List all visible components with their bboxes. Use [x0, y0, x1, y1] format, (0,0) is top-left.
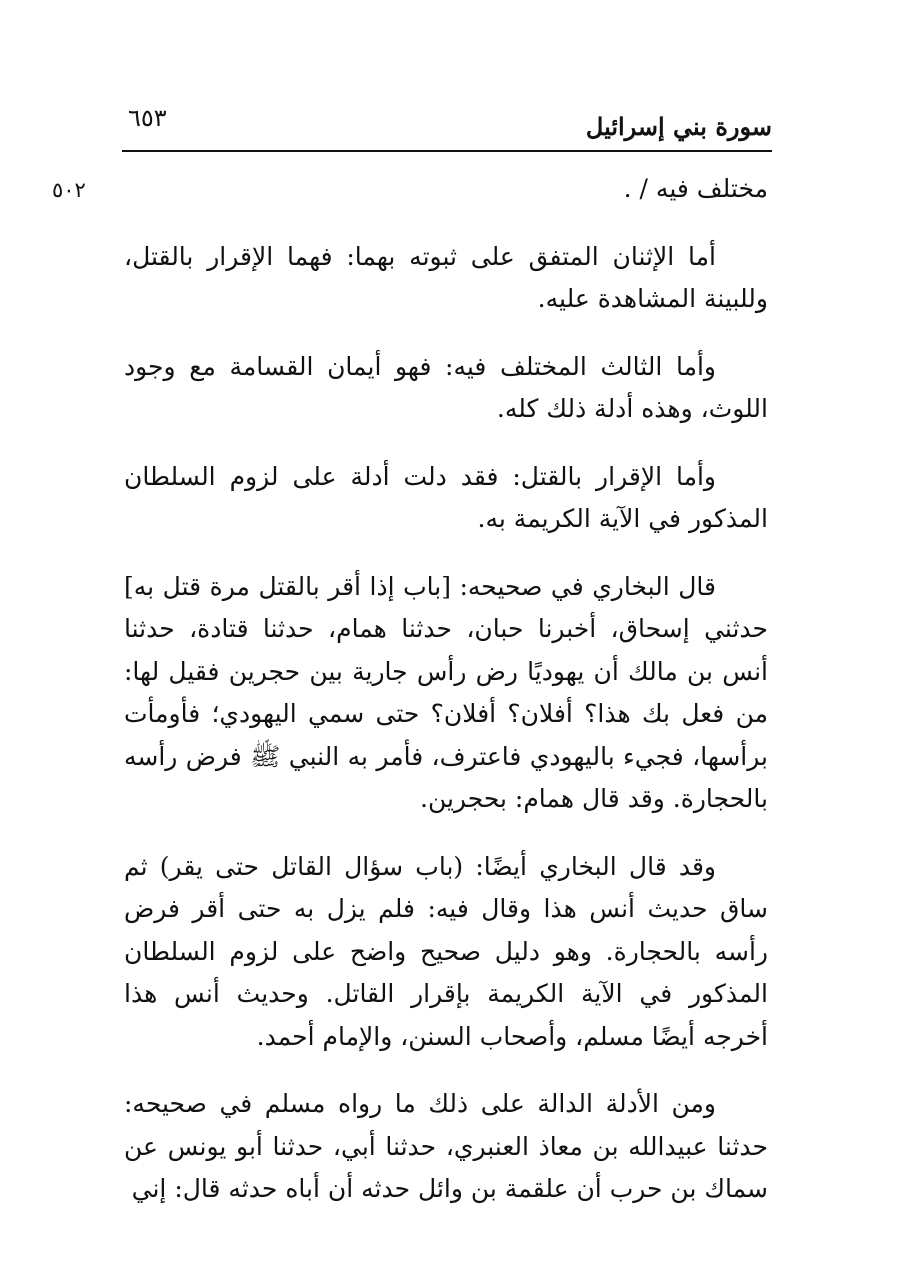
margin-page-number: ٥٠٢ — [52, 178, 86, 202]
page-number: ٦٥٣ — [128, 104, 167, 132]
paragraph: مختلف فيه / . — [623, 174, 768, 203]
paragraph: قال البخاري في صحيحه: [باب إذا أقر بالقتل مرة قتل به] حدثني إسحاق، أخبرنا حبان، حدثنا همام، حدثنا قتادة، حدثنا أنس بن مالك أن يهوديًا رض رأس جارية بين حجرين فقيل لها: من فعل بك هذا؟ أفلان؟ أفلان؟ حتى سمي اليهودي؛ فأومأت برأسها، فجيء باليهودي فاعترف، فأمر به النبي ﷺ فرض رأسه بالحجارة. وقد قال همام: بحجرين. — [124, 571, 768, 813]
paragraph: أما الإثنان المتفق على ثبوته بهما: فهما الإقرار بالقتل، وللبينة المشاهدة عليه. — [124, 241, 768, 313]
paragraph: وقد قال البخاري أيضًا: (باب سؤال القاتل حتى يقر) ثم ساق حديث أنس هذا وقال فيه: فلم يزل به حتى أقر فرض رأسه بالحجارة. وهو دليل صحيح واضح على لزوم السلطان المذكور في الآية الكريمة بإقرار القاتل. وحديث أنس هذا أخرجه أيضًا مسلم، وأصحاب السنن، والإمام أحمد. — [124, 851, 768, 1051]
running-header — [122, 100, 772, 152]
page-body — [124, 168, 768, 1236]
paragraph: وأما الثالث المختلف فيه: فهو أيمان القسامة مع وجود اللوث، وهذه أدلة ذلك كله. — [124, 351, 768, 423]
surah-title: سورة بني إسرائيل — [585, 112, 772, 141]
paragraph: ومن الأدلة الدالة على ذلك ما رواه مسلم في صحيحه: حدثنا عبيدالله بن معاذ العنبري، حدثنا أبي، حدثنا أبو يونس عن سماك بن حرب أن علقمة بن وائل حدثه أن أباه حدثه قال: إني — [124, 1089, 768, 1203]
paragraph: وأما الإقرار بالقتل: فقد دلت أدلة على لزوم السلطان المذكور في الآية الكريمة به. — [124, 461, 768, 533]
